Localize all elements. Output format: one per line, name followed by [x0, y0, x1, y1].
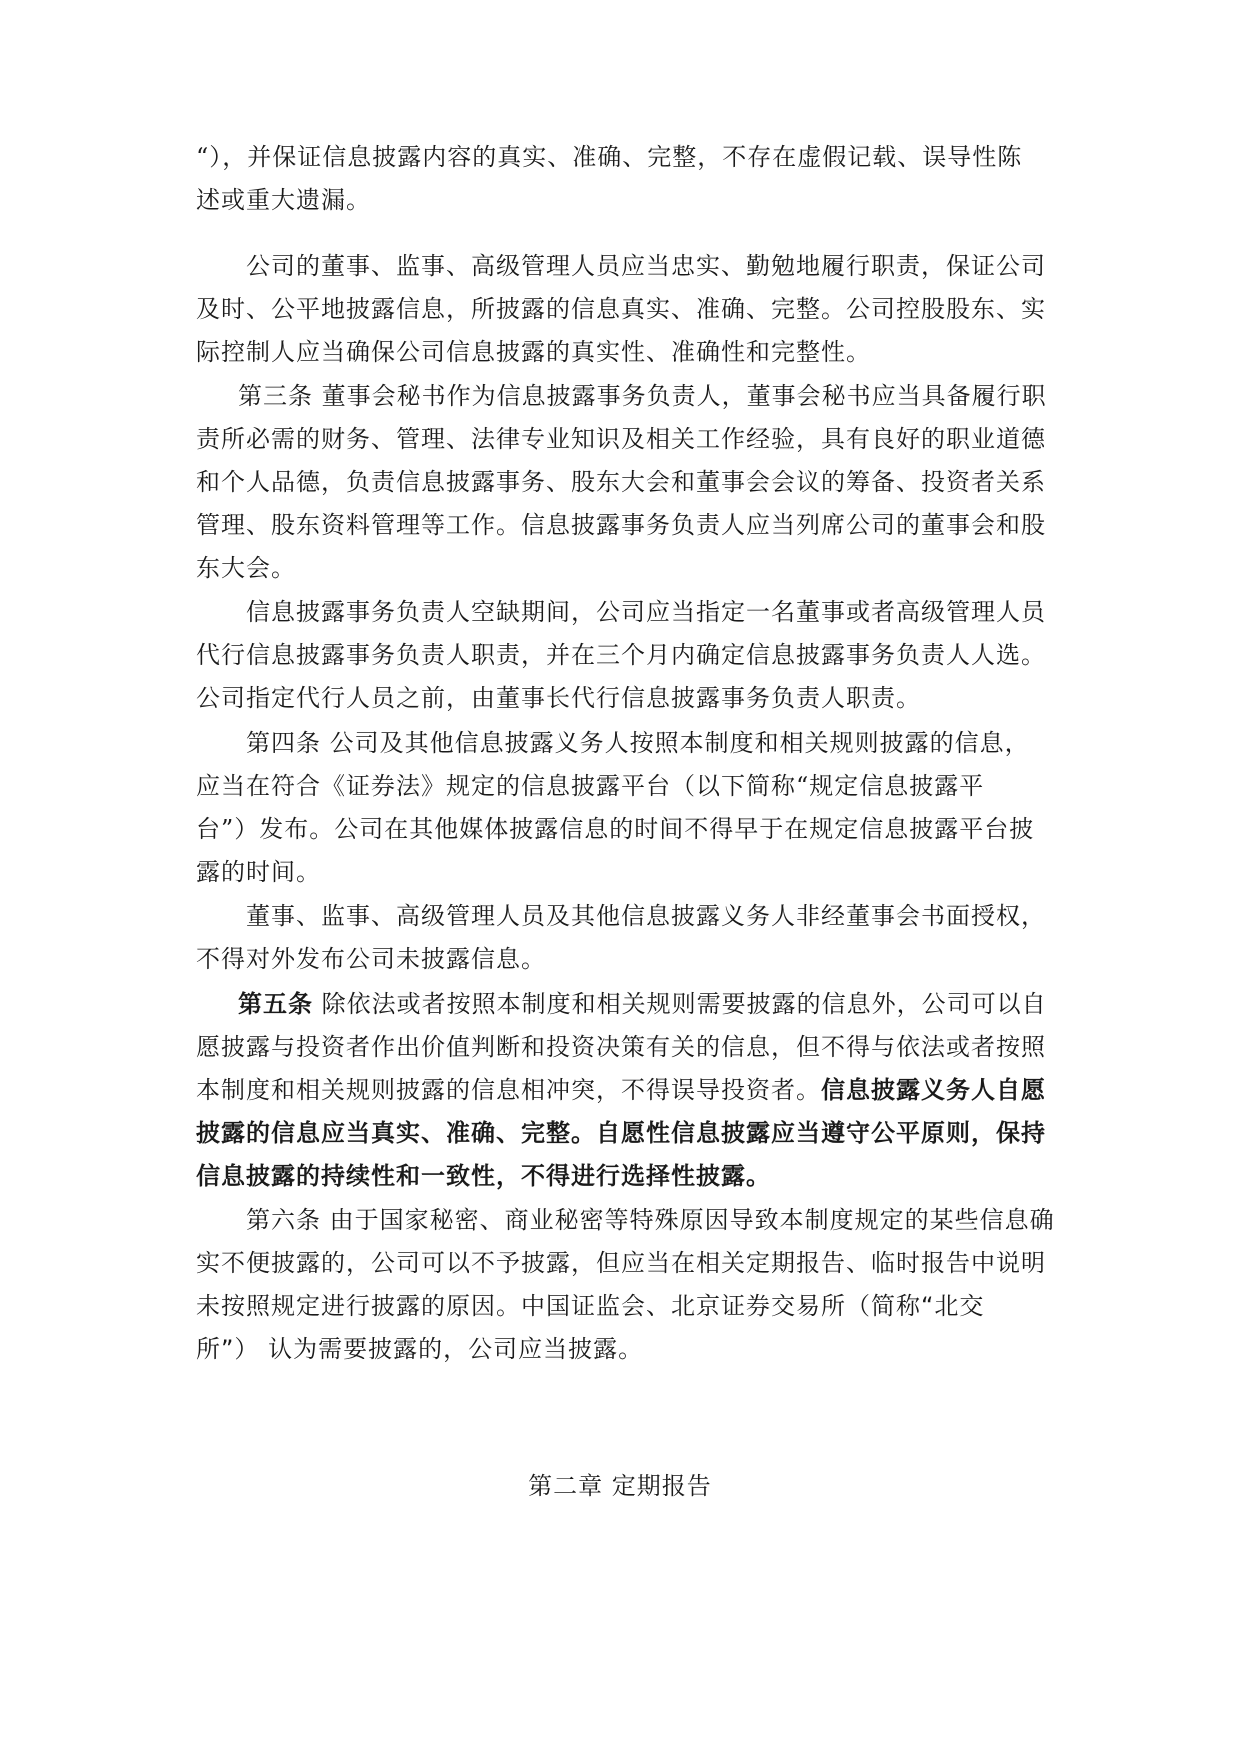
text-line: 应当在符合《证券法》规定的信息披露平台（以下简称“规定信息披露平: [196, 772, 985, 800]
text-line: 董事、监事、高级管理人员及其他信息披露义务人非经董事会书面授权，: [246, 902, 1046, 930]
bold-text-line: 披露的信息应当真实、准确、完整。自愿性信息披露应当遵守公平原则，保持: [196, 1119, 1046, 1147]
text-line: 公司的董事、监事、高级管理人员应当忠实、勤勉地履行职责，保证公司: [246, 252, 1046, 280]
text-line: 公司指定代行人员之前，由董事长代行信息披露事务负责人职责。: [196, 684, 921, 712]
text-line: [196, 1328, 1062, 1371]
text-segment: 本制度和相关规则披露的信息相冲突，不得误导投资者。: [196, 1076, 821, 1104]
text-line: [196, 983, 1062, 1026]
text-line: 露的时间。: [196, 858, 321, 886]
text-line: “），并保证信息披露内容的真实、准确、完整，不存在虚假记载、误导性陈: [196, 143, 1023, 171]
text-line: 际控制人应当确保公司信息披露的真实性、准确性和完整性。: [196, 338, 871, 366]
text-line: 东大会。: [196, 554, 296, 582]
paragraph-authorization: [196, 895, 1062, 981]
text-line: 责所必需的财务、管理、法律专业知识及相关工作经验，具有良好的职业道德: [196, 425, 1046, 453]
text-segment: 认为需要披露的，公司应当披露。: [268, 1335, 644, 1363]
paragraph-duties: [196, 245, 1062, 374]
text-line: 信息披露事务负责人空缺期间，公司应当指定一名董事或者高级管理人员: [246, 598, 1046, 626]
text-line: 第三条 董事会秘书作为信息披露事务负责人，董事会秘书应当具备履行职: [238, 382, 1047, 410]
paragraph-continuation: [196, 136, 1062, 222]
sans-segment: 所”）: [196, 1335, 260, 1363]
text-line: 不得对外发布公司未披露信息。: [196, 945, 546, 973]
text-line: 管理、股东资料管理等工作。信息披露事务负责人应当列席公司的董事会和股: [196, 511, 1046, 539]
text-line: 愿披露与投资者作出价值判断和投资决策有关的信息，但不得与依法或者按照: [196, 1033, 1046, 1061]
text-line: 述或重大遗漏。: [196, 186, 371, 214]
bold-text-line: 信息披露的持续性和一致性，不得进行选择性披露。: [196, 1162, 771, 1190]
text-line: 实不便披露的，公司可以不予披露，但应当在相关定期报告、临时报告中说明: [196, 1249, 1046, 1277]
sans-segment: 北京证券交易所（简称“北交: [671, 1292, 985, 1320]
text-line: [196, 1069, 1062, 1112]
bold-segment: 信息披露义务人自愿: [821, 1076, 1046, 1104]
paragraph-article-4: [196, 722, 1062, 894]
text-line: 第六条 由于国家秘密、商业秘密等特殊原因导致本制度规定的某些信息确: [246, 1206, 1055, 1234]
paragraph-article-6: [196, 1199, 1062, 1371]
text-line: [196, 1285, 1062, 1328]
text-line: 和个人品德，负责信息披露事务、股东大会和董事会会议的筹备、投资者关系: [196, 468, 1046, 496]
text-segment: 未按照规定进行披露的原因。中国证监会、: [196, 1292, 671, 1320]
article-label: 第五条: [238, 990, 313, 1018]
paragraph-article-3: [196, 375, 1062, 590]
paragraph-article-5: [196, 983, 1062, 1198]
text-line: 台”）发布。公司在其他媒体披露信息的时间不得早于在规定信息披露平台披: [196, 815, 1035, 843]
text-line: 及时、公平地披露信息，所披露的信息真实、准确、完整。公司控股股东、实: [196, 295, 1046, 323]
text-segment: 除依法或者按照本制度和相关规则需要披露的信息外，公司可以自: [321, 990, 1047, 1018]
chapter-heading: 第二章 定期报告: [528, 1472, 712, 1500]
text-line: 第四条 公司及其他信息披露义务人按照本制度和相关规则披露的信息，: [246, 729, 1030, 757]
text-line: 代行信息披露事务负责人职责，并在三个月内确定信息披露事务负责人人选。: [196, 641, 1046, 669]
paragraph-vacancy: [196, 591, 1062, 720]
